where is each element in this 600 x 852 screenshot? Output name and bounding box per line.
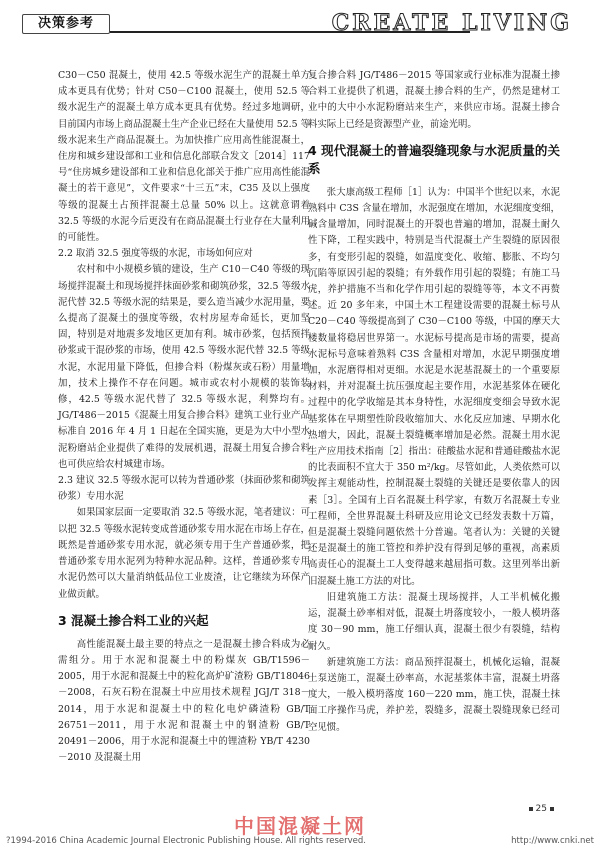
site-watermark: 中国混凝土网 bbox=[234, 814, 366, 838]
left-column bbox=[58, 68, 310, 766]
right-column bbox=[308, 68, 560, 736]
footer-url: http://www.cnki.net bbox=[511, 836, 594, 846]
subsection-2-3-heading: 2.3 建议 32.5 等级水泥可以转为普通砂浆（抹面砂浆和砌筑砂浆）专用水泥 bbox=[58, 475, 310, 503]
right-paragraph-4: 新建筑施工方法：商品预拌混凝土，机械化运输，混凝土泵送施工，混凝土砂率高，水泥基浆体丰富，混凝土坍落度大，一般入模坍落度 160－220 mm，施工快，混凝土抹面工序操作马虎，养护差，裂缝多，混凝土裂缝现象已经司空见惯。 bbox=[308, 656, 560, 733]
page-footer bbox=[0, 836, 600, 850]
right-paragraph-3: 旧建筑施工方法：混凝土现场搅拌，人工半机械化搬运，混凝土砂率相对低，混凝土坍落度较小，一般人模坍落度 30－90 mm，施工仔细认真，混凝土很少有裂缝，结构耐久。 bbox=[308, 591, 560, 652]
right-paragraph-1: 复合掺合料 JG/T486－2015 等国家或行业标准为混凝土掺合料工业提供了机遇，混凝土掺合料的生产，仍然是建材工业中的大中小水泥粉磨站来生产，来供应市场。混凝土掺合料实际上已经是资源型产业，前途光明。 bbox=[308, 70, 560, 130]
left-paragraph-1: C30－C50 混凝土，使用 42.5 等级水泥生产的混凝土单方成本更具有优势；针对 C50－C100 混凝土，使用 52.5 等级水泥生产的混凝土单方成本更具有优势。经过多地调研，目前国内市场上商品混凝土生产企业已经在大量使用 52.5 等级水泥来生产商品混凝土。为加快推广应用高性能混凝土，住房和城乡建设部和工业和信息化部联合发文［2014］117号“住房城乡建设部和工业和信息化部关于推广应用高性能混凝土的若干意见”，文件要求“十三五”末，C35 及以上强度等级的混凝土占预拌混凝土总量 50% 以上。这就意谓着 32.5 等级的水泥今后更没有在商品混凝土行业存在大量利用的可能性。 bbox=[58, 70, 310, 244]
left-paragraph-3: 如果国家层面一定要取消 32.5 等级水泥，笔者建议：可以把 32.5 等级水泥转变成普通砂浆专用水泥在市场上存在，既然是普通砂浆专用水泥，就必须专用于生产普通砂浆，把普通砂浆专用水泥列为特种水泥品种。这样，普通砂浆专用水泥仍然可以大量消纳低品位工业废渣，让它继续为环保产业做贡献。 bbox=[58, 507, 310, 600]
section-4-heading: 4 现代混凝土的普遍裂缝现象与水泥质量的关系 bbox=[308, 142, 560, 176]
left-paragraph-4: 高性能混凝土最主要的特点之一是混凝土掺合料成为必需组分。用于水泥和混凝土中的粉煤灰 GB/T1596－2005，用于水泥和混凝土中的粒化高炉矿渣粉 GB/T18046－2008，石灰石粉在混凝土中应用技术规程 JGJ/T 318－2014，用于水泥和混凝土中的粒化电炉磷渣粉 GB/T 26751－2011，用于水泥和混凝土中的钢渣粉 GB/T 20491－2006，用于水泥和混凝土中的锂渣粉 YB/T 4230－2010 及混凝土用 bbox=[58, 638, 310, 764]
page-header bbox=[0, 0, 600, 36]
section-3-heading: 3 混凝土掺合料工业的兴起 bbox=[58, 612, 209, 628]
copyright-notice: ?1994-2016 China Academic Journal Electronic Publishing House. All rights reserved. bbox=[6, 836, 366, 846]
left-paragraph-2: 农村和中小规模乡镇的建设，生产 C10－C40 等级的现场搅拌混凝土和现场搅拌抹面砂浆和砌筑砂浆，32.5 等级水泥代替 32.5 等级水泥的结果是，要么造当减少水泥用量，要么提高了混凝土的强度等级，农村房屋寿命延长，更加坚固，特别是对地震多发地区更加有利。城市砂浆，包括预拌砂浆或干混砂浆的市场，使用 42.5 等级水泥代替 32.5 等级水泥，水泥用量下降低，但掺合料（粉煤灰或石粉）用量增加，技术上操作不存在问题。城市或农村小规模的装饰装修，42.5 等级水泥代替了 32.5 等级水泥，利弊均有。JG/T486－2015《混凝土用复合掺合料》建筑工业行业产品标准自 2016 年 4 月 1 日起在全国实施，更是为大中小型水泥粉磨站企业提供了难得的发展机遇，混凝土用复合掺合料也可供应给农村城建市场。 bbox=[58, 264, 310, 470]
right-paragraph-2: 张大康高级工程师［1］认为：中国半个世纪以来，水泥熟料中 C3S 含量在增加，水泥强度在增加，水泥细度变细，碱含量增加，同时混凝土的开裂也普遍的增加，混凝土耐久性下降，工程实践中，特别是当代混凝土产生裂缝的原因很多，有变形引起的裂缝，如温度变化、收缩、膨胀、不均匀沉陷等原因引起的裂缝；有外载作用引起的裂缝；有施工马虎，养护措施不当和化学作用引起的裂缝等等，本文不再赘述。近 20 多年来，中国土木工程建设需要的混凝土标号从 C20－C40 等级提高到了 C30－C100 等级，中国的摩天大楼数量将稳居世界第一。水泥标号提高是市场的需要，提高水泥标号意味着熟料 C3S 含量相对增加，水泥早期强度增加，水泥磨得相对更细。水泥是水泥基混凝土的一个重要原材料，并对混凝土抗压强度起主要作用，水泥基浆体在硬化过程中的化学收缩是其本身特性，水泥细度变细会导致水泥基浆体在早期塑性阶段收缩加大、水化反应加速、早期水化热增大，因此，混凝土裂缝概率增加是必然。混凝土用水泥生产应用技术指南［2］指出：硅酸盐水泥和普通硅酸盐水泥的比表面积不宜大于 350 m²/kg。尽管如此，人类依然可以发挥主观能动性，控制混凝土裂缝的关键还是要依靠人的因素［3］。全国有上百名混凝土科学家，有数万名混凝土专业工程师，全世界混凝土科研及应用论文已经发表数十万篇，但是混凝土裂缝问题依然十分普遍。笔者认为：关键的关键还是混凝土的施工管控和养护没有得到足够的重视，高素质高责任心的混凝土工人变得越来越屈指可数。这里列举出新旧混凝土施工方法的对比。 bbox=[308, 186, 560, 587]
page-number-text: 25 bbox=[535, 804, 547, 814]
journal-brand: CREATE LIVING bbox=[331, 10, 572, 36]
subsection-2-2-heading: 2.2 取消 32.5 强度等级的水泥，市场如何应对 bbox=[58, 248, 253, 260]
journal-logo: 决策参考 bbox=[22, 14, 110, 34]
